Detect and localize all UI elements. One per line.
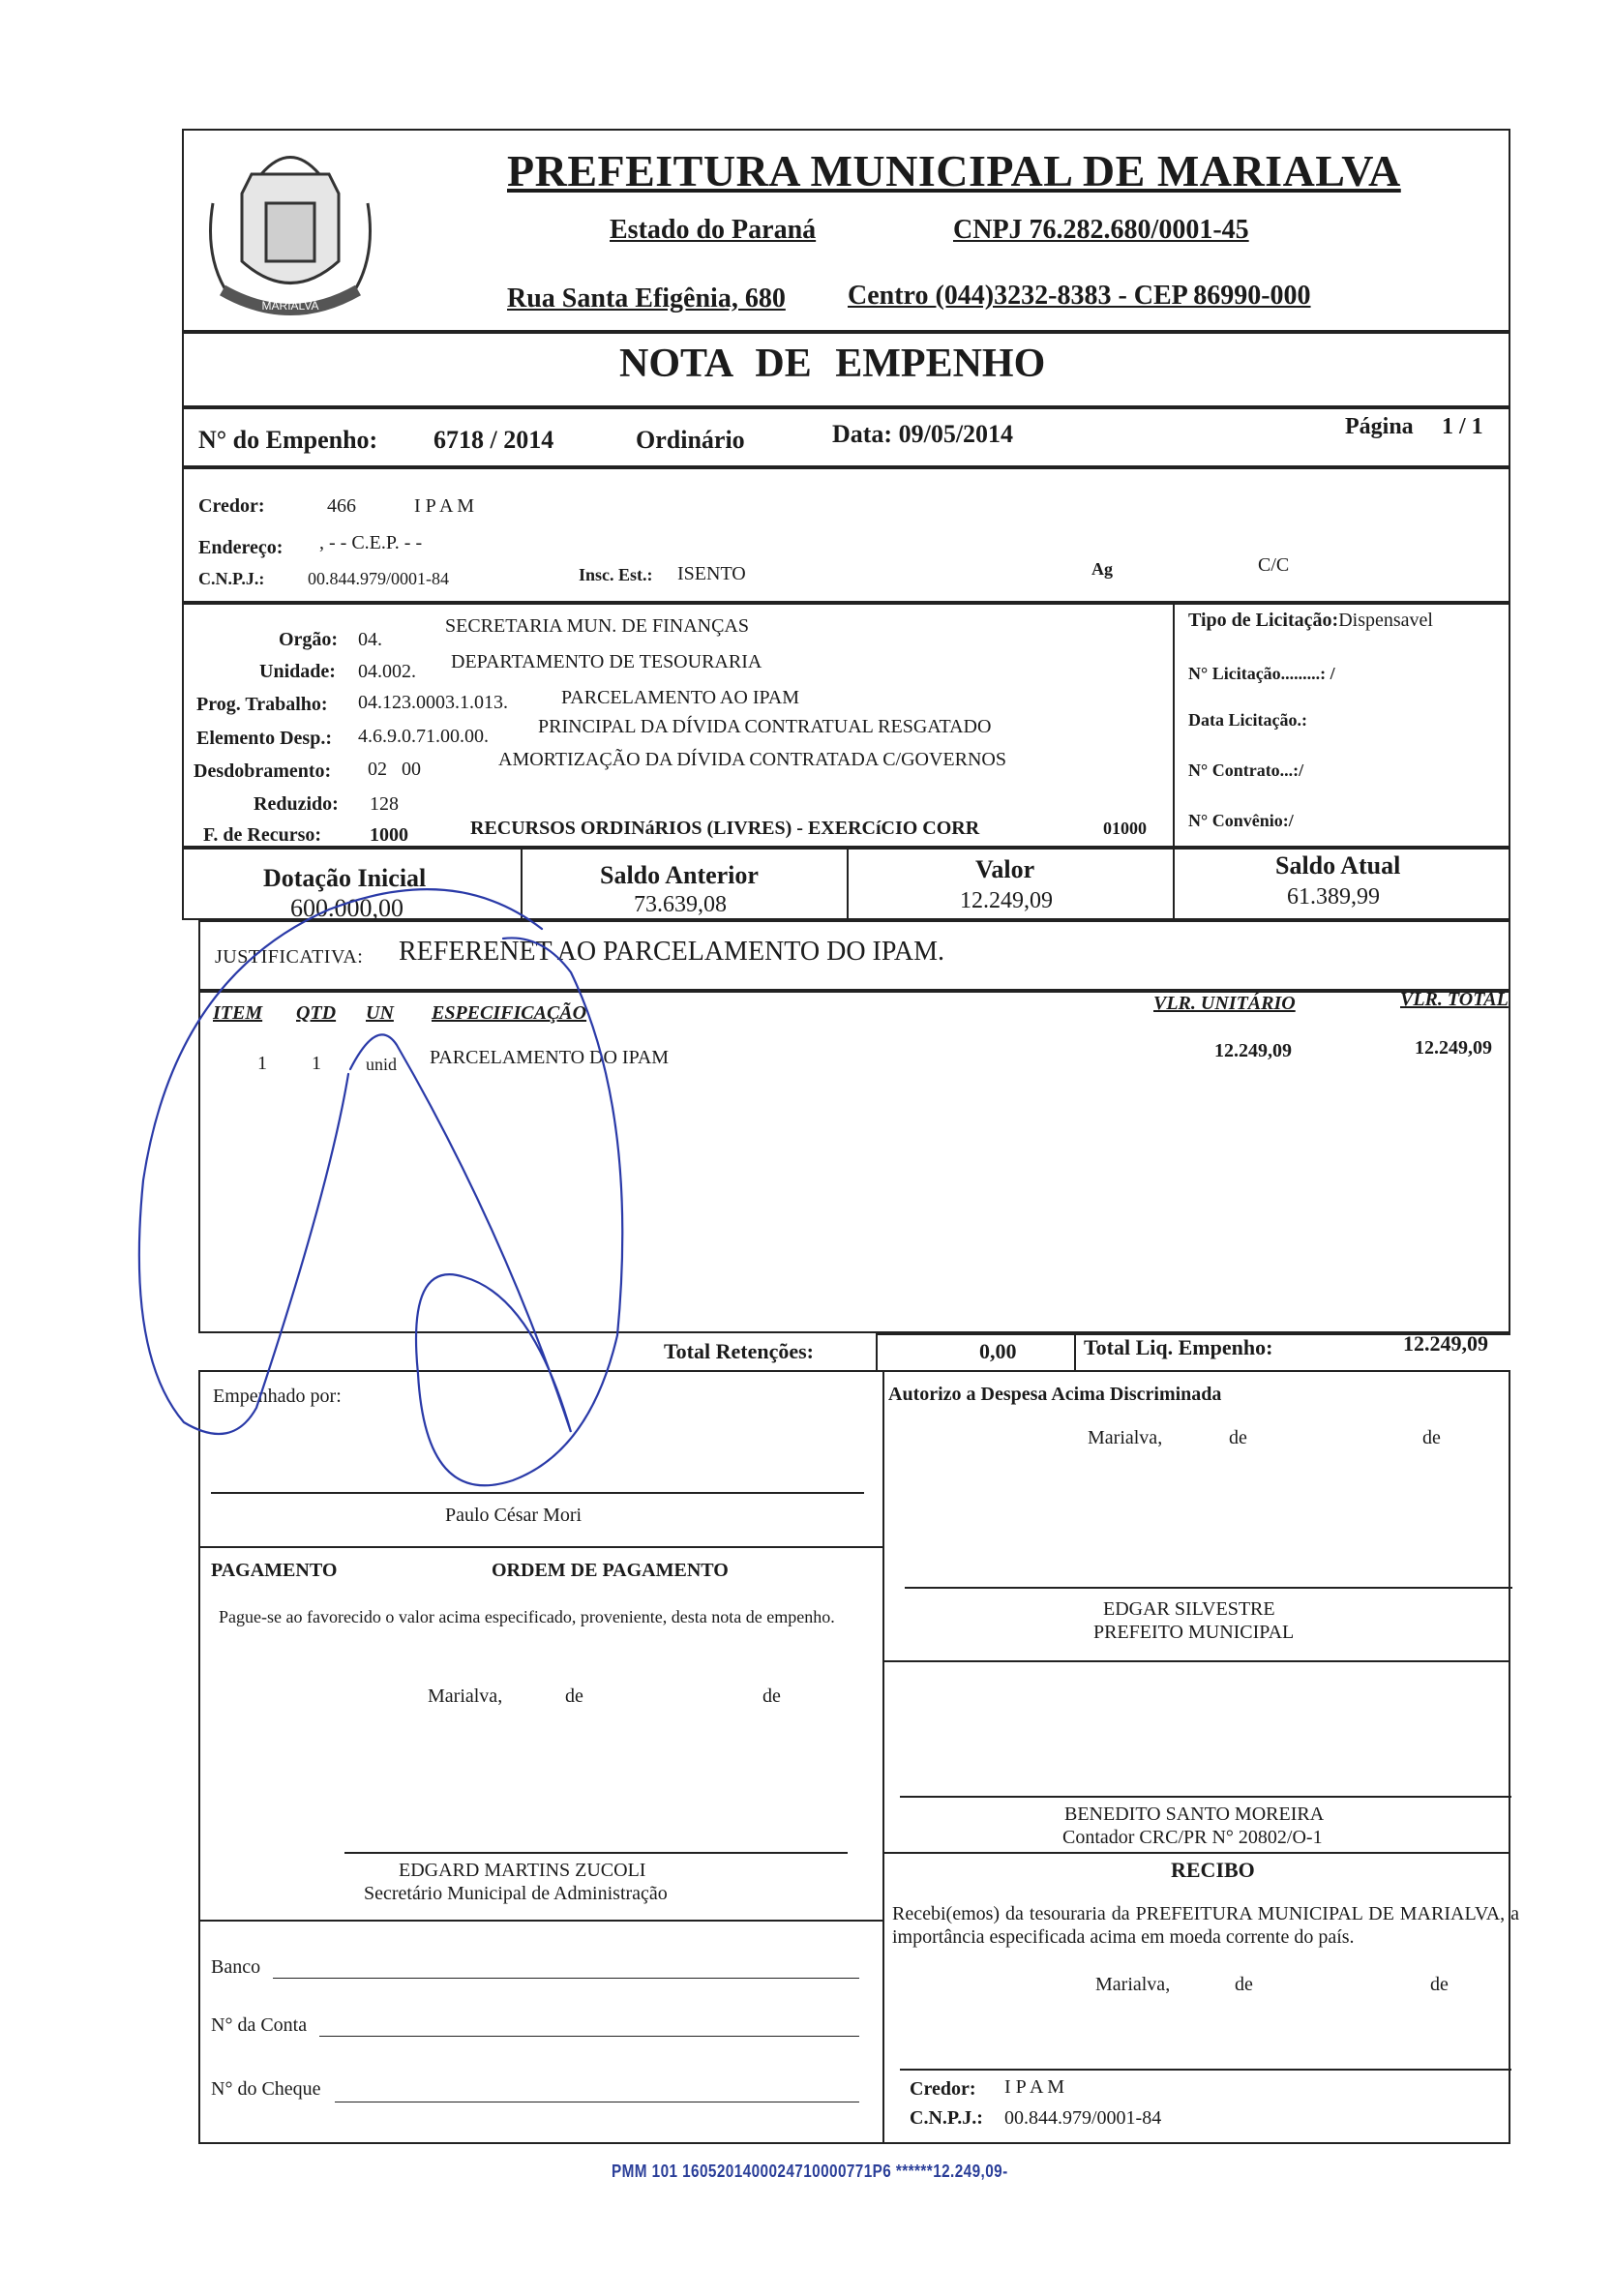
contrato-number: N° Contrato...:/: [1188, 760, 1304, 780]
row-un: unid: [366, 1055, 398, 1074]
valor-value: 12.249,09: [960, 888, 1053, 913]
page-label: Página: [1345, 414, 1414, 439]
licitacao-tipo-label: Tipo de Licitação:: [1188, 610, 1339, 631]
credor-label: Credor:: [198, 495, 265, 517]
licitacao-data: Data Licitação.:: [1188, 710, 1307, 730]
recibo-place: Marialva,: [1095, 1974, 1171, 1995]
empenhado-label: Empenhado por:: [213, 1386, 342, 1407]
col-vlr-total: VLR. TOTAL: [1400, 989, 1509, 1010]
conta-corrente-label: C/C: [1258, 554, 1290, 576]
recibo-text: Recebi(emos) da tesouraria da PREFEITURA MUNICIPAL DE MARIALVA, a importância especificada acima em moeda corrente do país.: [892, 1903, 1519, 1948]
saldo-anterior-label: Saldo Anterior: [600, 861, 759, 889]
desdobramento-desc: AMORTIZAÇÃO DA DÍVIDA CONTRATADA C/GOVERNOS: [498, 749, 1006, 770]
elemento-label: Elemento Desp.:: [196, 728, 332, 749]
col-qtd: QTD: [296, 1002, 337, 1024]
contador-name: BENEDITO SANTO MOREIRA: [1064, 1804, 1325, 1825]
cheque-label: N° do Cheque: [211, 2078, 321, 2100]
pagamento-label: PAGAMENTO: [211, 1560, 338, 1581]
endereco-label: Endereço:: [198, 537, 284, 558]
autorizo-de-1: de: [1229, 1427, 1247, 1448]
conta-label: N° da Conta: [211, 2014, 308, 2036]
saldo-anterior-value: 73.639,08: [634, 892, 727, 917]
machine-authentication-stamp: PMM 101 1605201400024710000771P6 ******12.249,09-: [612, 2162, 1008, 2181]
pagamento-de-2: de: [762, 1685, 781, 1707]
prog-label: Prog. Trabalho:: [196, 694, 328, 715]
autorizo-place: Marialva,: [1088, 1427, 1163, 1448]
fonte-label: F. de Recurso:: [203, 824, 322, 846]
reduzido-value: 128: [370, 793, 399, 815]
justificativa-label: JUSTIFICATIVA:: [215, 946, 364, 968]
recibo-de-1: de: [1235, 1974, 1253, 1995]
justificativa-text: REFERENET AO PARCELAMENTO DO IPAM.: [399, 937, 944, 967]
empenho-number: 6718 / 2014: [433, 426, 554, 454]
state-name: Estado do Paraná: [610, 215, 817, 245]
col-un: UN: [366, 1002, 394, 1024]
licitacao-tipo-value: Dispensavel: [1338, 610, 1433, 631]
orgao-desc: SECRETARIA MUN. DE FINANÇAS: [445, 615, 749, 637]
contador-role: Contador CRC/PR N° 20802/O-1: [1062, 1827, 1323, 1848]
fonte-desc: RECURSOS ORDINáRIOS (LIVRES) - EXERCíCIO CORR: [470, 818, 980, 839]
orgao-label: Orgão:: [279, 629, 339, 650]
row-vlr-unitario: 12.249,09: [1214, 1040, 1292, 1061]
recibo-cnpj-value: 00.844.979/0001-84: [1004, 2107, 1162, 2129]
convenio-number: N° Convênio:/: [1188, 811, 1294, 830]
agencia-label: Ag: [1091, 559, 1113, 579]
pagamento-de-1: de: [565, 1685, 583, 1707]
prefeito-role: PREFEITO MUNICIPAL: [1093, 1622, 1295, 1643]
prog-desc: PARCELAMENTO AO IPAM: [561, 687, 799, 708]
cnpj-header: CNPJ 76.282.680/0001-45: [953, 215, 1249, 245]
municipality-title: PREFEITURA MUNICIPAL DE MARIALVA: [507, 146, 1401, 195]
total-liq-label: Total Liq. Empenho:: [1084, 1335, 1273, 1359]
recibo-cnpj-label: C.N.P.J.:: [910, 2107, 983, 2129]
credor-name: I P A M: [414, 495, 475, 517]
orgao-value: 04.: [358, 629, 382, 650]
ordem-pagamento-label: ORDEM DE PAGAMENTO: [492, 1560, 729, 1581]
dotacao-value: 600.000,00: [290, 894, 404, 922]
credor-cnpj-value: 00.844.979/0001-84: [308, 569, 449, 588]
reduzido-label: Reduzido:: [254, 793, 339, 815]
desdobramento-label: Desdobramento:: [194, 760, 332, 782]
retencoes-value: 0,00: [979, 1339, 1017, 1363]
pen-mark-signature: [350, 938, 622, 1485]
credor-code: 466: [327, 495, 356, 517]
row-qtd: 1: [312, 1053, 321, 1074]
recibo-de-2: de: [1430, 1974, 1449, 1995]
valor-label: Valor: [975, 855, 1035, 883]
fonte-code: 01000: [1103, 819, 1147, 838]
total-liq-value: 12.249,09: [1403, 1331, 1488, 1356]
col-vlr-unitario: VLR. UNITÁRIO: [1153, 993, 1296, 1014]
unidade-desc: DEPARTAMENTO DE TESOURARIA: [451, 651, 762, 672]
empenhado-signer: Paulo César Mori: [445, 1505, 583, 1526]
saldo-atual-label: Saldo Atual: [1275, 851, 1401, 880]
elemento-value: 4.6.9.0.71.00.00.: [358, 726, 489, 747]
elemento-desc: PRINCIPAL DA DÍVIDA CONTRATUAL RESGATADO: [538, 716, 992, 737]
district-phone-cep: Centro (044)3232-8383 - CEP 86990-000: [848, 281, 1311, 311]
recibo-credor-label: Credor:: [910, 2078, 976, 2100]
zucoli-role: Secretário Municipal de Administração: [364, 1883, 668, 1904]
recibo-credor-value: I P A M: [1004, 2076, 1065, 2098]
fonte-value: 1000: [370, 824, 408, 846]
page-number: 1 / 1: [1442, 414, 1483, 439]
autorizo-label: Autorizo a Despesa Acima Discriminada: [888, 1384, 1222, 1405]
insc-value: ISENTO: [677, 563, 746, 584]
retencoes-label: Total Retenções:: [664, 1339, 814, 1363]
endereco-value: , - - C.E.P. - -: [319, 532, 423, 553]
pagamento-text: Pague-se ao favorecido o valor acima especificado, proveniente, desta nota de empenho.: [219, 1607, 835, 1626]
pagamento-place: Marialva,: [428, 1685, 503, 1707]
banco-label: Banco: [211, 1956, 261, 1978]
autorizo-de-2: de: [1422, 1427, 1441, 1448]
empenho-type: Ordinário: [636, 426, 745, 454]
row-especificacao: PARCELAMENTO DO IPAM: [430, 1047, 670, 1068]
street-address: Rua Santa Efigênia, 680: [507, 283, 786, 313]
prog-value: 04.123.0003.1.013.: [358, 692, 508, 713]
desdobramento-value: 02 00: [368, 759, 421, 780]
svg-text:MARIALVA: MARIALVA: [261, 299, 319, 313]
col-especificacao: ESPECIFICAÇÃO: [432, 1002, 587, 1024]
empenho-date: Data: 09/05/2014: [832, 420, 1014, 448]
row-item: 1: [257, 1053, 267, 1074]
unidade-label: Unidade:: [259, 661, 336, 682]
col-item: ITEM: [213, 1002, 263, 1024]
saldo-atual-value: 61.389,99: [1287, 884, 1380, 909]
unidade-value: 04.002.: [358, 661, 416, 682]
row-vlr-total: 12.249,09: [1415, 1037, 1492, 1059]
insc-label: Insc. Est.:: [579, 565, 653, 584]
licitacao-numero: N° Licitação.........: /: [1188, 664, 1335, 683]
pen-mark-oval: [139, 889, 542, 1434]
zucoli-name: EDGARD MARTINS ZUCOLI: [399, 1860, 646, 1881]
prefeito-name: EDGAR SILVESTRE: [1103, 1598, 1275, 1620]
dotacao-label: Dotação Inicial: [263, 864, 427, 892]
empenho-label: N° do Empenho:: [198, 426, 378, 454]
document-title: NOTA DE EMPENHO: [619, 342, 1046, 386]
credor-cnpj-label: C.N.P.J.:: [198, 569, 265, 588]
recibo-title: RECIBO: [1171, 1858, 1255, 1882]
